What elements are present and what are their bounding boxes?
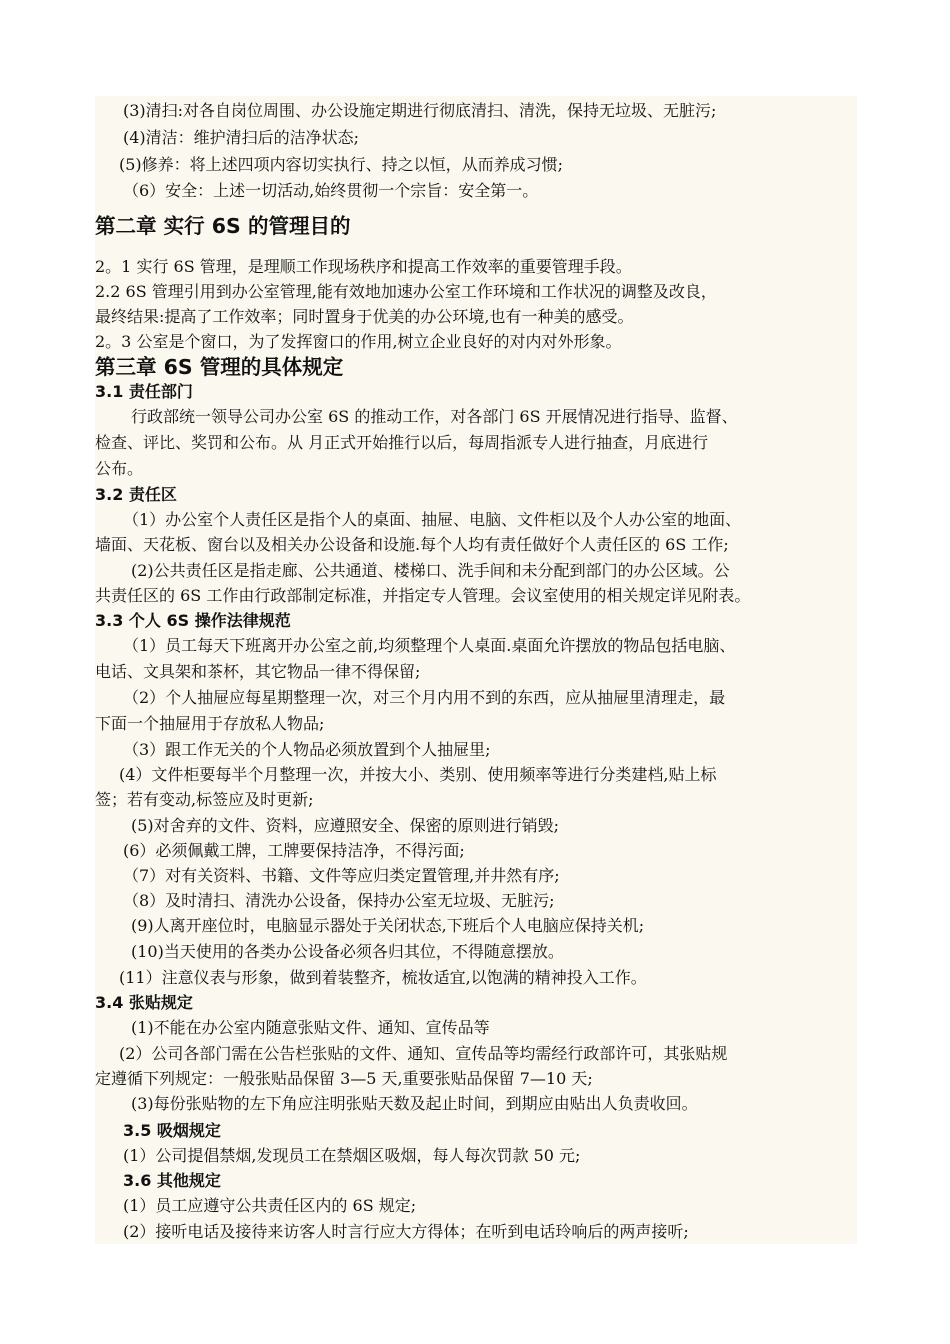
- section-3-5-heading: 3.5 吸烟规定: [123, 1121, 221, 1140]
- item-3-3-6: (6）必须佩戴工牌，工牌要保持洁净，不得污面;: [123, 841, 465, 860]
- item-3-4-3: (3)每份张贴物的左下角应注明张贴天数及起止时间，到期应由贴出人负责收回。: [131, 1094, 698, 1113]
- section-3-4-heading: 3.4 张贴规定: [95, 993, 193, 1012]
- item-3-4-2-line1: (2）公司各部门需在公告栏张贴的文件、通知、宣传品等均需经行政部许可，其张贴规: [119, 1044, 728, 1063]
- chapter-3-heading: 第三章 6S 管理的具体规定: [95, 355, 344, 379]
- item-3-3-11: (11）注意仪表与形象，做到着装整齐，梳妆适宜,以饱满的精神投入工作。: [119, 968, 647, 987]
- para-3-2-1-line2: 墙面、天花板、窗台以及相关办公设备和设施.每个人均有责任做好个人责任区的 6S 工作;: [95, 535, 729, 554]
- para-2-2-line2: 最终结果:提高了工作效率；同时置身于优美的办公环境,也有一种美的感受。: [95, 307, 634, 326]
- section-3-1-heading: 3.1 责任部门: [95, 382, 193, 401]
- item-3-3-8: （8）及时清扫、清洗办公设备，保持办公室无垃圾、无脏污;: [123, 891, 555, 910]
- para-3-2-2-line2: 共责任区的 6S 工作由行政部制定标准，并指定专人管理。会议室使用的相关规定详见附表。: [95, 586, 751, 605]
- para-3-1-line2: 检查、评比、奖罚和公布。从 月正式开始推行以后，每周指派专人进行抽查，月底进行: [95, 433, 709, 452]
- para-2-3: 2。3 公室是个窗口，为了发挥窗口的作用,树立企业良好的对内对外形象。: [95, 332, 622, 351]
- item-3-3-4-line2: 签；若有变动,标签应及时更新;: [95, 790, 314, 809]
- item-3-6-1: (1）员工应遵守公共责任区内的 6S 规定;: [123, 1196, 417, 1215]
- item-safety-6: （6）安全：上述一切活动,始终贯彻一个宗旨：安全第一。: [123, 181, 539, 200]
- section-3-2-heading: 3.2 责任区: [95, 485, 177, 504]
- item-cleanliness-4: (4)清洁：维护清扫后的洁净状态;: [123, 128, 360, 147]
- para-3-2-1-line1: （1）办公室个人责任区是指个人的桌面、抽屉、电脑、文件柜以及个人办公室的地面、: [123, 510, 742, 529]
- section-3-3-heading: 3.3 个人 6S 操作法律规范: [95, 611, 291, 630]
- item-3-3-2-line1: （2）个人抽屉应每星期整理一次，对三个月内用不到的东西，应从抽屉里清理走，最: [123, 688, 726, 707]
- para-2-1: 2。1 实行 6S 管理，是理顺工作现场秩序和提高工作效率的重要管理手段。: [95, 257, 632, 276]
- item-3-3-1-line2: 电话、文具架和茶杯，其它物品一律不得保留;: [95, 662, 421, 681]
- section-3-6-heading: 3.6 其他规定: [123, 1171, 221, 1190]
- item-3-3-1-line1: （1）员工每天下班离开办公室之前,均须整理个人桌面.桌面允许摆放的物品包括电脑、: [123, 636, 736, 655]
- item-3-4-1: (1)不能在办公室内随意张贴文件、通知、宣传品等: [131, 1018, 490, 1037]
- item-3-3-4-line1: (4）文件柜要每半个月整理一次，并按大小、类别、使用频率等进行分类建档,贴上标: [119, 765, 717, 784]
- para-3-1-line1: 行政部统一领导公司办公室 6S 的推动工作，对各部门 6S 开展情况进行指导、监督、: [131, 407, 738, 426]
- item-cleaning-3: (3)清扫:对各自岗位周围、办公设施定期进行彻底清扫、清洗，保持无垃圾、无脏污;: [123, 101, 717, 120]
- item-3-3-9: (9)人离开座位时，电脑显示器处于关闭状态,下班后个人电脑应保持关机;: [131, 916, 645, 935]
- para-3-2-2-line1: (2)公共责任区是指走廊、公共通道、楼梯口、洗手间和未分配到部门的办公区域。公: [131, 561, 730, 580]
- item-3-3-5: (5)对舍弃的文件、资料，应遵照安全、保密的原则进行销毁;: [131, 816, 560, 835]
- chapter-2-heading: 第二章 实行 6S 的管理目的: [95, 214, 351, 238]
- item-3-3-2-line2: 下面一个抽屉用于存放私人物品;: [95, 714, 325, 733]
- item-3-6-2: (2）接听电话及接待来访客人时言行应大方得体；在听到电话玲响后的两声接听;: [123, 1222, 689, 1241]
- item-3-4-2-line2: 定遵循下列规定：一般张贴品保留 3—5 天,重要张贴品保留 7—10 天;: [95, 1069, 593, 1088]
- item-3-3-10: (10)当天使用的各类办公设备必须各归其位，不得随意摆放。: [131, 942, 564, 961]
- item-discipline-5: (5)修养：将上述四项内容切实执行、持之以恒，从而养成习惯;: [119, 155, 564, 174]
- item-3-3-3: （3）跟工作无关的个人物品必须放置到个人抽屉里;: [123, 740, 491, 759]
- item-3-3-7: （7）对有关资料、书籍、文件等应归类定置管理,并井然有序;: [123, 866, 560, 885]
- para-3-1-line3: 公布。: [95, 459, 144, 478]
- para-2-2-line1: 2.2 6S 管理引用到办公室管理,能有效地加速办公室工作环境和工作状况的调整及改良，: [95, 282, 717, 301]
- item-3-5-1: (1）公司提倡禁烟,发现员工在禁烟区吸烟，每人每次罚款 50 元;: [123, 1146, 581, 1165]
